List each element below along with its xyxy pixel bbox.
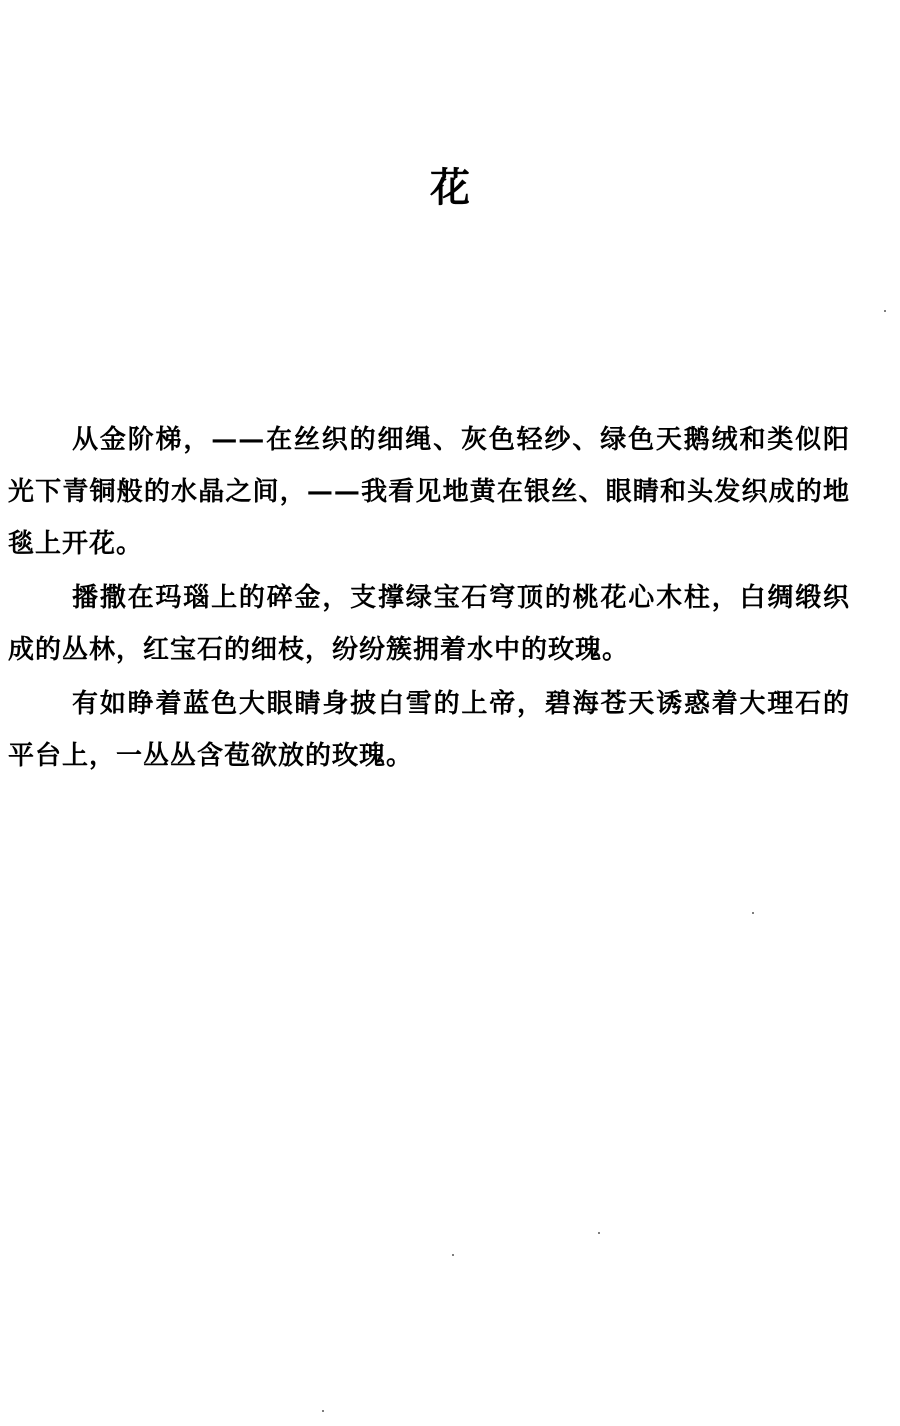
scan-speck — [598, 1232, 600, 1234]
paragraph-2: 播撒在玛瑙上的碎金，支撑绿宝石穹顶的桃花心木柱，白绸缎织成的丛林，红宝石的细枝，纷纷簇拥着水中的玫瑰。 — [8, 583, 850, 665]
paragraph-1: 从金阶梯，——在丝织的细绳、灰色轻纱、绿色天鹅绒和类似阳光下青铜般的水晶之间，——我看见地黄在银丝、眼睛和头发织成的地毯上开花。 — [8, 425, 850, 559]
paragraph-3: 有如睁着蓝色大眼睛身披白雪的上帝，碧海苍天诱惑着大理石的平台上，一丛丛含苞欲放的玫瑰。 — [8, 689, 850, 771]
page-title: 花 — [430, 164, 470, 211]
scan-speck — [452, 1254, 454, 1256]
scan-speck — [322, 1410, 324, 1412]
poem-body — [8, 414, 850, 782]
scan-speck — [752, 912, 754, 914]
scan-speck — [884, 310, 886, 312]
